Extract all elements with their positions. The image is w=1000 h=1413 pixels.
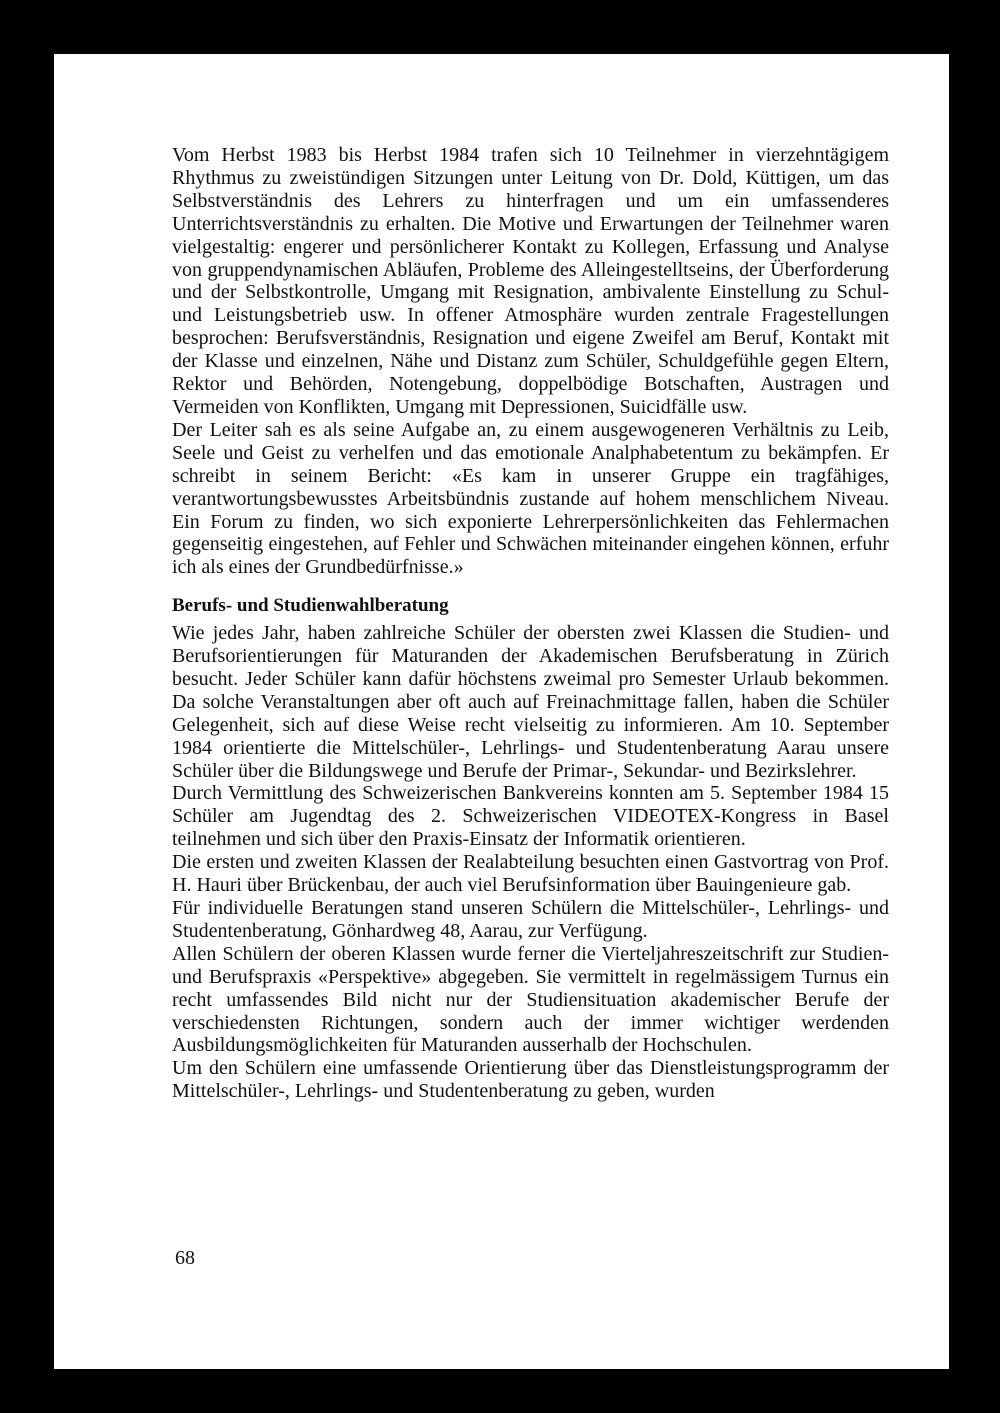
paragraph-videotex: Durch Vermittlung des Schweizerischen Bankvereins konnten am 5. September 1984 15 Schüler am Jugendtag des 2. Schweizerischen VIDEOTEX-Kongress in Basel teilnehmen und sich über den Praxis-Einsatz der Informatik orientieren. [172, 782, 889, 851]
page-number: 68 [175, 1247, 195, 1269]
section-heading: Berufs- und Studienwahlberatung [172, 595, 449, 617]
paragraph-orientation-program: Um den Schülern eine umfassende Orientierung über das Dienstleistungsprogramm der Mittelschüler-, Lehrlings- und Studentenberatung zu geben, wurden [172, 1057, 889, 1103]
document-page [54, 54, 949, 1369]
paragraph-leader-report: Der Leiter sah es als seine Aufgabe an, zu einem ausgewogeneren Verhältnis zu Leib, Seele und Geist zu verhelfen und das emotionale Analphabetentum zu bekämpfen. Er schreibt in seinem Bericht: «Es kam in unserer Gruppe ein tragfähiges, verantwortungsbewusstes Arbeitsbündnis zustande auf hohem menschlichem Niveau. Ein Forum zu finden, wo sich exponierte Lehrerpersönlichkeiten das Fehlermachen gegenseitig eingestehen, auf Fehler und Schwächen miteinander eingehen können, erfuhr ich als eines der Grundbedürfnisse.» [172, 418, 889, 579]
paragraph-study-orientation: Wie jedes Jahr, haben zahlreiche Schüler der obersten zwei Klassen die Studien- und Berufsorientierungen für Maturanden der Akademischen Berufsberatung in Zürich besucht. Jeder Schüler kann dafür höchstens zweimal pro Semester Urlaub bekommen. Da solche Veranstaltungen aber oft auch auf Freinachmittage fallen, haben die Schüler Gelegenheit, sich auf diese Weise recht vielseitig zu informieren. Am 10. September 1984 orientierte die Mittelschüler-, Lehrlings- und Studentenberatung Aarau unsere Schüler über die Bildungswege und Berufe der Primar-, Sekundar- und Bezirkslehrer. [172, 622, 889, 782]
paragraph-individual-counseling: Für individuelle Beratungen stand unseren Schülern die Mittelschüler-, Lehrlings- und Studentenberatung, Gönhardweg 48, Aarau, zur Verfügung. [172, 897, 889, 942]
paragraph-teacher-group: Vom Herbst 1983 bis Herbst 1984 trafen sich 10 Teilnehmer in vierzehntägigem Rhythmus zu zweistündigen Sitzungen unter Leitung von Dr. Dold, Küttigen, um das Selbstverständnis des Lehrers zu hinterfragen und um ein umfassenderes Unterrichtsverständnis zu erhalten. Die Motive und Erwartungen der Teilnehmer waren vielgestaltig: engerer und persönlicherer Kontakt zu Kollegen, Erfassung und Analyse von gruppendynamischen Abläufen, Probleme des Alleingestelltseins, der Überforderung und der Selbstkontrolle, Umgang mit Resignation, ambivalente Einstellung zu Schul- und Leistungsbetrieb usw. In offener Atmosphäre wurden zentrale Fragestellungen besprochen: Berufsverständnis, Resignation und eigene Zweifel am Beruf, Kontakt mit der Klasse und einzelnen, Nähe und Distanz zum Schüler, Schuldgefühle gegen Eltern, Rektor und Behörden, Notengebung, doppelbödige Botschaften, Austragen und Vermeiden von Konflikten, Umgang mit Depressionen, Suicidfälle usw. [172, 144, 889, 418]
body-text [172, 144, 889, 1103]
paragraph-guest-lecture: Die ersten und zweiten Klassen der Realabteilung besuchten einen Gastvortrag von Prof. H. Hauri über Brückenbau, der auch viel Berufsinformation über Bauingenieure gab. [172, 851, 889, 897]
paragraph-perspektive: Allen Schülern der oberen Klassen wurde ferner die Vierteljahreszeitschrift zur Studien- und Berufspraxis «Perspektive» abgegeben. Sie vermittelt in regelmässigem Turnus ein recht umfassendes Bild nicht nur der Studiensituation akademischer Berufe der verschiedensten Richtungen, sondern auch der immer wichtiger werdenden Ausbildungsmöglichkeiten für Maturanden ausserhalb der Hochschulen. [172, 942, 889, 1057]
